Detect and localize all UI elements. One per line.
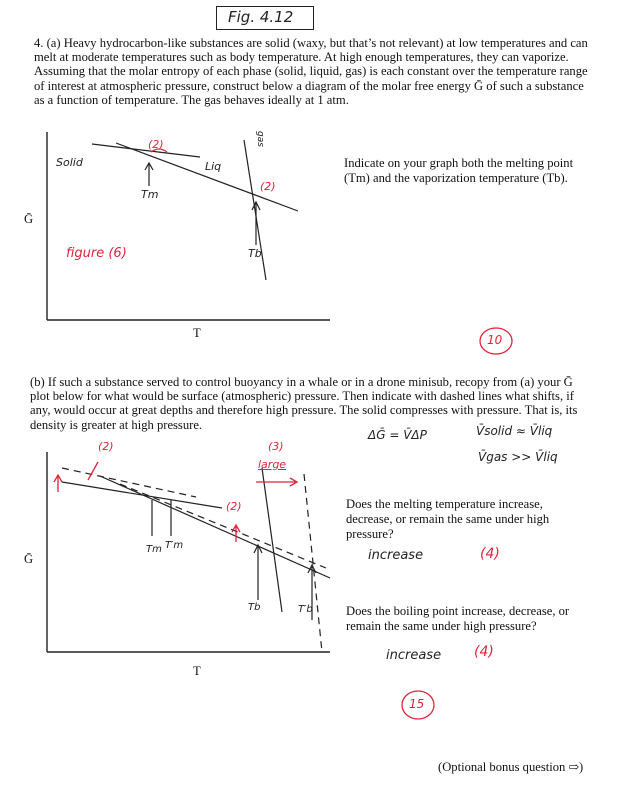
answer-boiling: increase (386, 648, 442, 663)
header-note: Fig. 4.12 (228, 8, 294, 26)
answer-boiling-score: (4) (474, 644, 494, 660)
tm-label-b: Tm (146, 544, 162, 555)
graph-a-x-label: T (193, 326, 201, 340)
problem-part-a: 4. (a) Heavy hydrocarbon-like substances are solid (waxy, but that’s not relevant) at low temperatures and can melt at moderate temperatures such as body temperature. At high enough temperatures, they can vaporize. Assuming that the molar entropy of each phase (solid, liquid, gas) is each constant over the temperature range of interest at atmospheric pressure, construct below a diagram of the molar free energy Ḡ of such a substance as a function of temperature. The gas behaves ideally at 1 atm. (34, 36, 588, 107)
equation-1: ΔḠ = V̄ΔP (368, 428, 427, 442)
question-boiling: Does the boiling point increase, decrease, or remain the same under high pressure? (346, 604, 570, 633)
answer-melting-score: (4) (480, 546, 500, 562)
gas-dashed (304, 474, 322, 652)
part-a-score: 10 (487, 333, 503, 347)
part-a-instruction: Indicate on your graph both the melting point (Tm) and the vaporization temperature (Tb). (344, 156, 574, 185)
graph-b-annotation-middle: (2) (226, 500, 242, 513)
graph-b-annotation-left: (2) (98, 440, 114, 453)
graph-a-y-label: Ḡ (24, 212, 34, 226)
graph-b-dashed-lines (62, 468, 326, 652)
liquid-label: Liq (205, 160, 222, 173)
tb-label-b: Tb (248, 602, 261, 613)
tm-label: Tm (141, 188, 159, 201)
equation-2: V̄solid ≈ V̄liq (476, 424, 553, 438)
graph-b-annotation-right: (3) (268, 440, 284, 453)
equation-3: V̄gas >> V̄liq (478, 450, 558, 464)
solid-label: Solid (56, 156, 83, 169)
problem-part-b: (b) If such a substance served to control buoyancy in a whale or in a drone minisub, recopy from (a) your Ḡ plot below for what would be surface (atmospheric) pressure. Then indicate with dashed lines what shifts, if any, would occur at great depths and therefore high pressure. The solid compresses with pressure. That is, its density is greater at high pressure. (30, 375, 578, 432)
tb-prime-label-b: T′b (298, 604, 313, 615)
graph-a-figure-note: figure (6) (66, 246, 127, 261)
answer-melting: increase (368, 548, 424, 563)
graph-a-annotation-2: (2) (260, 180, 276, 193)
graph-a-annotation-1: (2) (148, 138, 164, 151)
graph-b-lines (62, 468, 330, 620)
question-melting: Does the melting temperature increase, decrease, or remain the same under high pressure? (346, 497, 550, 541)
graph-a-axes (47, 132, 330, 320)
solid-line (92, 144, 200, 157)
part-b-score: 15 (409, 697, 425, 711)
left-tick (88, 462, 98, 480)
graph-b-annotation-large: large (258, 458, 287, 471)
tb-label: Tb (248, 247, 262, 260)
gas-label: gas (254, 131, 265, 147)
footer-bonus[interactable]: (Optional bonus question ⇨) (438, 760, 584, 774)
liquid-line-b (100, 476, 330, 578)
graph-b-y-label: Ḡ (24, 552, 34, 566)
tm-prime-label-b: T′m (165, 540, 184, 551)
graph-b-x-label: T (193, 664, 201, 678)
gas-line-b (262, 468, 282, 612)
